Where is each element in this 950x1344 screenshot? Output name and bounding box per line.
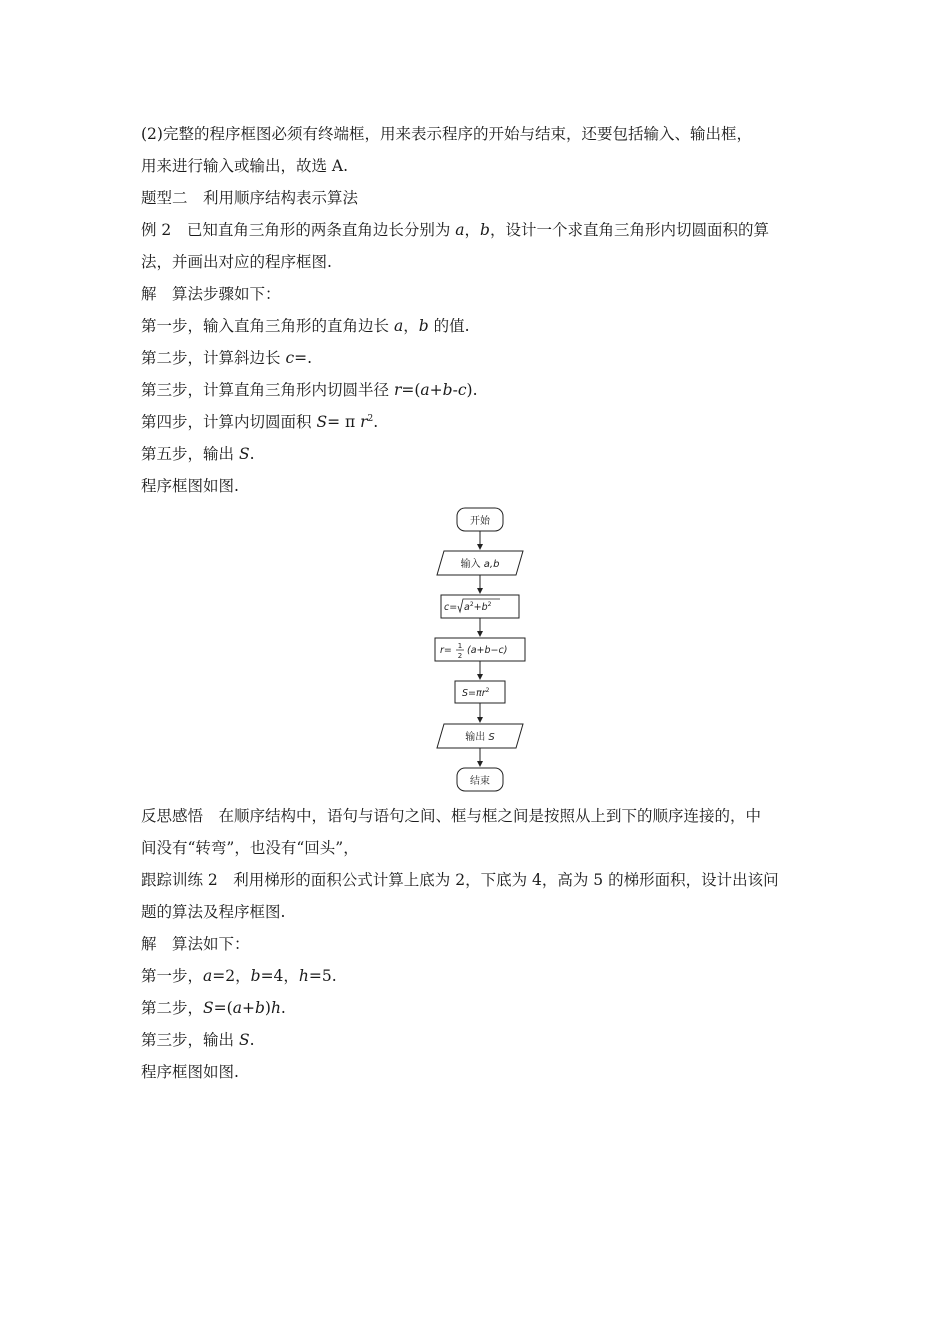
fraction-numerator: 1 xyxy=(457,642,463,650)
square-exp: 2 xyxy=(487,601,492,608)
plus-sign: + xyxy=(473,602,482,613)
step-line: 第一步，a=2，b=4，h=5. xyxy=(141,967,337,985)
calc-s-lhs: S=π xyxy=(462,688,482,699)
step-line: 第二步，计算斜边长 c=. xyxy=(141,349,313,367)
input-vars: a,b xyxy=(483,559,500,570)
output-box xyxy=(437,724,523,748)
start-terminal xyxy=(457,508,503,531)
step-line: 第三步，计算直角三角形内切圆半径 r=(a+b-c). xyxy=(141,381,478,399)
paragraph-line: 用来进行输入或输出，故选 A. xyxy=(141,157,349,175)
solution-heading: 解 算法如下： xyxy=(141,935,250,953)
step-line: 第三步，输出 S. xyxy=(141,1031,255,1049)
fraction-denominator: 2 xyxy=(457,652,463,660)
section-title: 题型二 利用顺序结构表示算法 xyxy=(141,189,359,207)
svg-text:c= xyxy=(444,602,457,613)
paragraph-line: 法，并画出对应的程序框图. xyxy=(141,253,332,271)
calc-c-a: a xyxy=(464,602,470,613)
svg-text:S=πr2 xyxy=(462,687,490,699)
svg-text:输入 a,b xyxy=(461,557,500,570)
calc-r-lhs: r= xyxy=(440,645,452,656)
end-terminal xyxy=(457,768,503,791)
end-label: 结束 xyxy=(470,776,490,787)
reflection-line: 反思感悟 在顺序结构中，语句与语句之间、框与框之间是按照从上到下的顺序连接的，中 xyxy=(141,807,762,825)
calc-c-b: b xyxy=(481,602,488,613)
calc-s-r: r xyxy=(481,688,486,699)
figure-caption: 程序框图如图. xyxy=(141,477,239,495)
svg-text:输出 S xyxy=(465,730,495,743)
paragraph-line: 间没有“转弯”，也没有“回头”， xyxy=(141,839,359,857)
svg-text:a2+b2 xyxy=(464,601,492,613)
calc-s-box xyxy=(455,681,505,703)
paragraph-line: 题的算法及程序框图. xyxy=(141,903,286,921)
step-line: 第二步，S=(a+b)h. xyxy=(141,999,286,1017)
example-2-line: 例 2 已知直角三角形的两条直角边长分别为 a，b，设计一个求直角三角形内切圆面积的算 xyxy=(141,221,769,239)
solution-heading: 解 算法步骤如下： xyxy=(141,285,281,303)
input-box xyxy=(437,551,523,575)
square-exp: 2 xyxy=(469,601,474,608)
flowchart xyxy=(420,500,540,800)
step-line: 第四步，计算内切圆面积 S= π $r^2$. xyxy=(141,413,379,431)
calc-c-lhs: c= xyxy=(444,602,458,613)
square-exp: 2 xyxy=(485,687,490,694)
calc-c-box xyxy=(441,595,519,618)
calc-r-rhs: (a+b−c) xyxy=(467,645,508,656)
training-line: 跟踪训练 2 利用梯形的面积公式计算上底为 2，下底为 4，高为 5 的梯形面积，设计出该问 xyxy=(141,871,779,889)
paragraph-line: (2)完整的程序框图必须有终端框，用来表示程序的开始与结束，还要包括输入、输出框， xyxy=(141,125,752,143)
step-line: 第一步，输入直角三角形的直角边长 a，b 的值. xyxy=(141,317,470,335)
output-label: 输出 xyxy=(465,732,486,743)
output-var: S xyxy=(488,732,495,743)
calc-r-box xyxy=(435,638,525,661)
input-label: 输入 xyxy=(460,559,481,570)
step-line: 第五步，输出 S. xyxy=(141,445,255,463)
start-label: 开始 xyxy=(470,516,490,527)
figure-caption: 程序框图如图. xyxy=(141,1063,239,1081)
